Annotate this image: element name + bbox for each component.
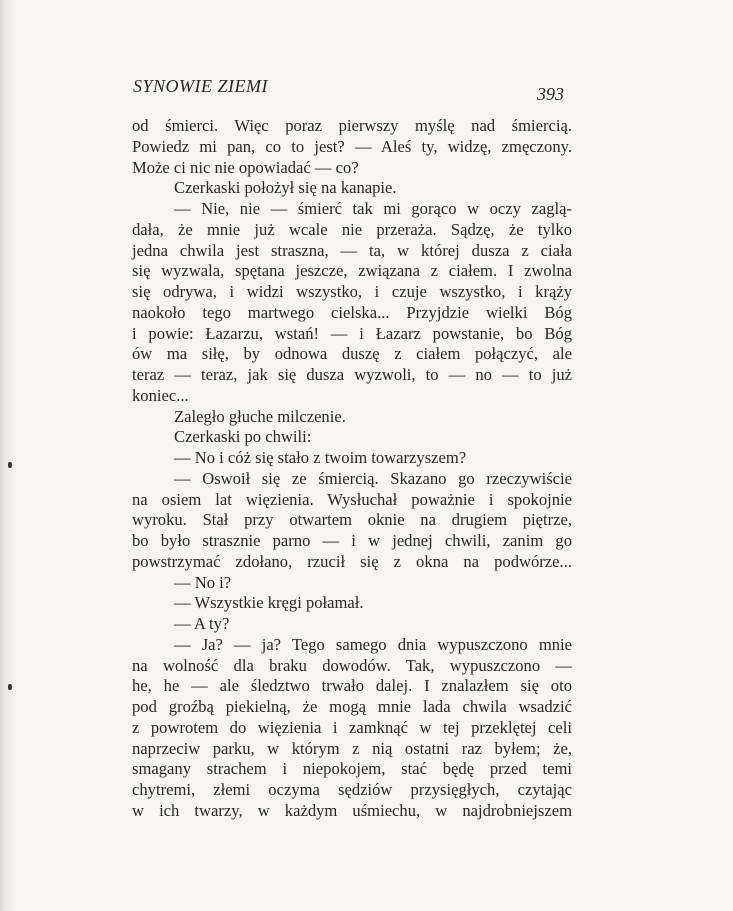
- text-line: Czerkaski po chwili:: [174, 427, 312, 447]
- text-line: dała, że mnie już wcale nie przeraża. Sądzę, że tylko: [132, 219, 572, 239]
- page-number: 393: [537, 84, 564, 104]
- text-line: na wolność dla braku dowodów. Tak, wypuszczono —: [132, 655, 572, 675]
- margin-mark: [8, 462, 12, 468]
- text-line: — No i cóż się stało z twoim towarzyszem?: [174, 448, 467, 467]
- text-line: się wyzwala, spętana jeszcze, związana z ciałem. I zwolna: [132, 261, 572, 281]
- text-line: Powiedz mi pan, co to jest? — Aleś ty, widzę, zmęczony.: [132, 136, 572, 156]
- text-line: naokoło tego martwego cielska... Przyjdzie wielki Bóg: [132, 302, 572, 322]
- text-line: — Wszystkie kręgi połamał.: [174, 593, 364, 613]
- text-line: z powrotem do więzienia i zamknąć w tej przeklętej celi: [132, 717, 572, 737]
- text-line: powstrzymać zdołano, rzucił się z okna na podwórze...: [132, 551, 572, 571]
- text-line: — Ja? — ja? Tego samego dnia wypuszczono mnie: [174, 634, 572, 654]
- text-line: w ich twarzy, w każdym uśmiechu, w najdrobniejszem: [132, 800, 572, 820]
- text-line: od śmierci. Więc poraz pierwszy myślę nad śmiercią.: [132, 116, 572, 135]
- text-line: Może ci nic nie opowiadać — co?: [132, 157, 359, 177]
- text-line: — Oswoił się ze śmiercią. Skazano go rzeczywiście: [174, 468, 572, 488]
- text-line: i powie: Łazarzu, wstań! — i Łazarz powstanie, bo Bóg: [132, 323, 572, 343]
- text-line: się odrywa, i widzi wszystko, i czuje wszystko, i krąży: [132, 282, 572, 301]
- running-title: SYNOWIE ZIEMI: [133, 76, 268, 96]
- text-line: na osiem lat więzienia. Wysłuchał poważnie i spokojnie: [132, 489, 572, 509]
- text-line: he, he — ale śledztwo trwało dalej. I znalazłem się oto: [132, 676, 572, 696]
- text-line: naprzeciw parku, w którym z nią ostatni raz byłem; że,: [132, 738, 572, 758]
- text-line: smagany strachem i niepokojem, stać będę przed temi: [132, 759, 572, 779]
- text-line: — A ty?: [174, 614, 230, 633]
- text-line: pod groźbą piekielną, że mogą mnie lada chwila wsadzić: [132, 697, 572, 716]
- text-line: teraz — teraz, jak się dusza wyzwoli, to — no — to już: [132, 365, 572, 384]
- text-line: ów ma siłę, by odnowa duszę z ciałem połączyć, ale: [132, 344, 572, 364]
- margin-mark: [8, 684, 12, 690]
- text-line: — Nie, nie — śmierć tak mi gorąco w oczy zaglą-: [174, 199, 572, 218]
- text-line: wyroku. Stał przy otwartem oknie na drugiem piętrze,: [132, 510, 572, 530]
- text-line: Czerkaski położył się na kanapie.: [174, 178, 397, 198]
- text-line: bo było strasznie parno — i w jednej chwili, zanim go: [132, 531, 572, 550]
- body-text: [132, 116, 572, 822]
- text-line: Zaległo głuche milczenie.: [174, 406, 346, 426]
- text-line: chytremi, złemi oczyma sędziów przysięgłych, czytając: [132, 780, 572, 799]
- text-line: — No i?: [174, 572, 232, 592]
- text-line: koniec...: [132, 385, 189, 405]
- text-line: jedna chwila jest straszna, — ta, w której dusza z ciała: [132, 240, 572, 260]
